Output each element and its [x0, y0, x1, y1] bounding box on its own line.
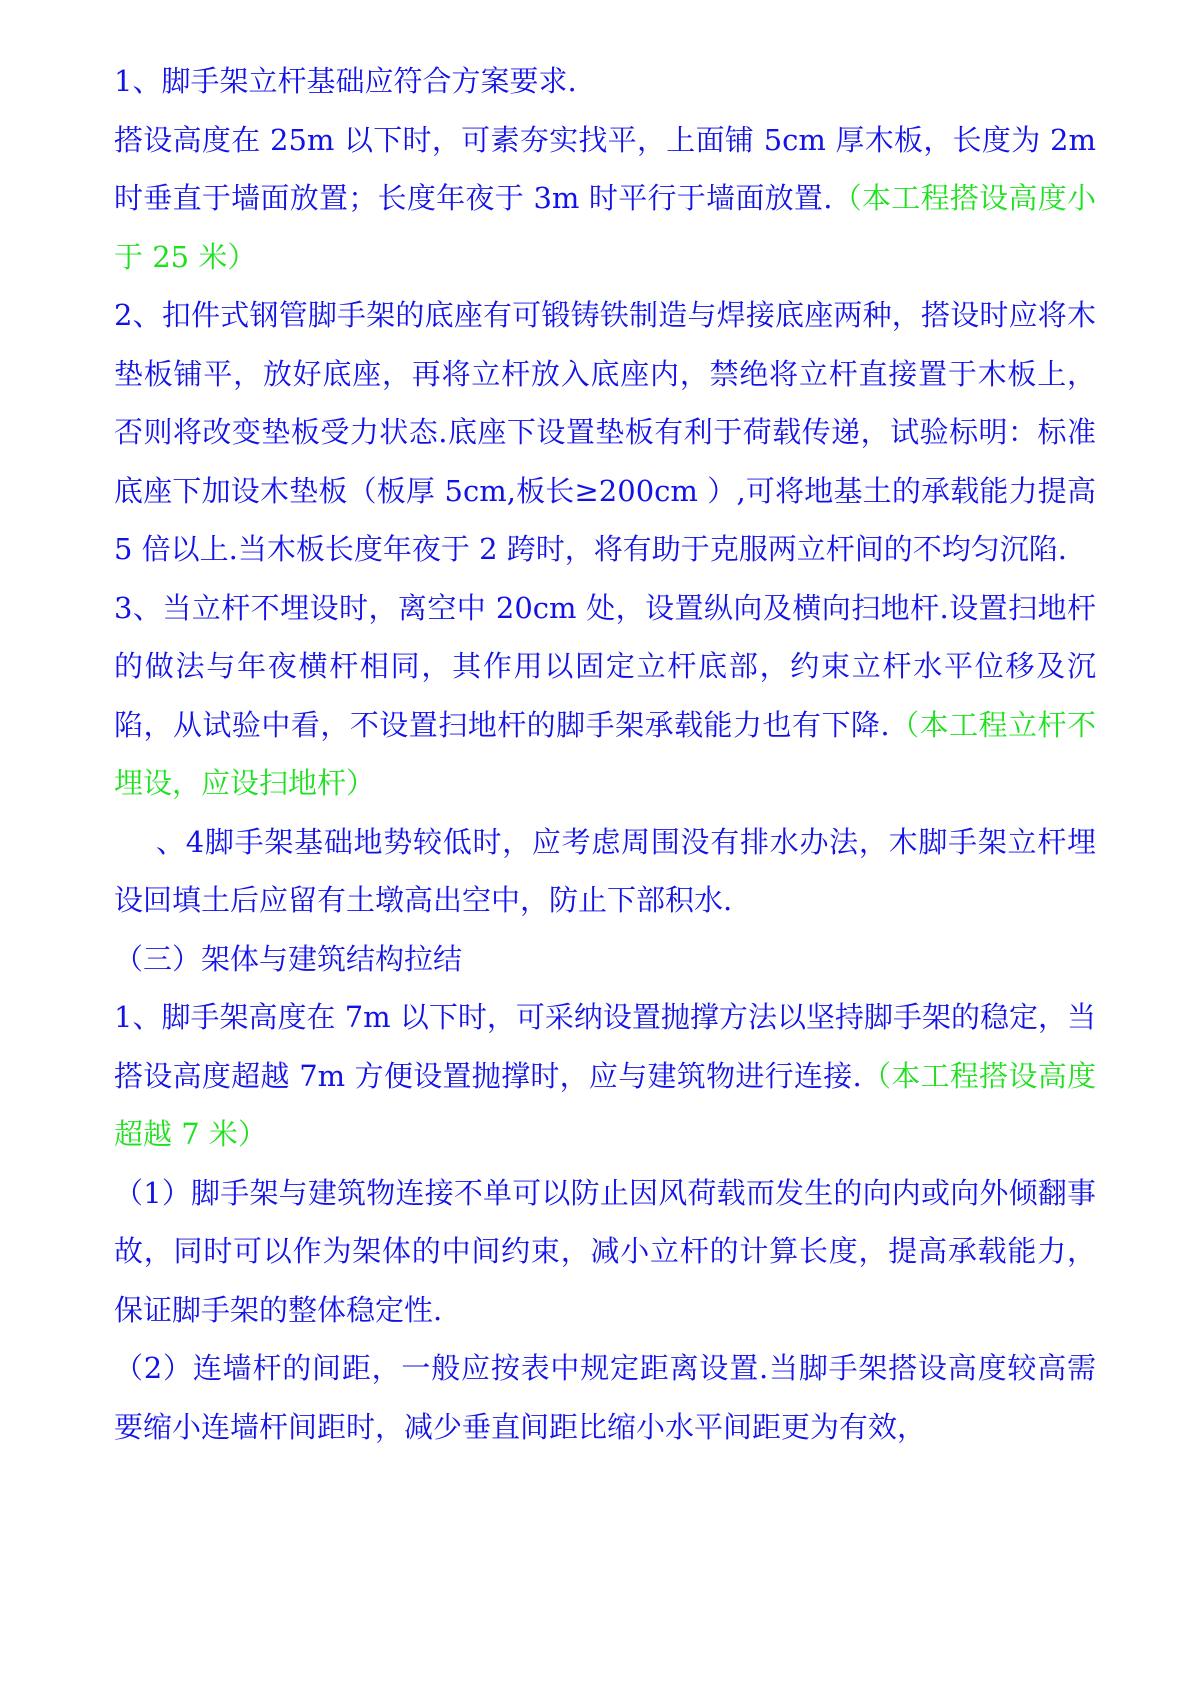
- paragraph-text: 1、脚手架高度在 7m 以下时，可采纳设置抛撑方法以坚持脚手架的稳定，当搭设高度超越 7m 方便设置抛撑时，应与建筑物进行连接.: [114, 1000, 1096, 1093]
- paragraph-3-sweep-rod: [114, 579, 1096, 813]
- project-note: （本工程立杆不埋设，应设扫地杆）: [114, 707, 1096, 800]
- paragraph-1-height-7m: [114, 988, 1096, 1164]
- project-note: （本工程搭设高度小于 25 米）: [114, 181, 1096, 274]
- paragraph-text: 搭设高度在 25m 以下时，可素夯实找平，上面铺 5cm 厚木板，长度为 2m 时垂直于墙面放置；长度年夜于 3m 时平行于墙面放置.: [114, 122, 1096, 215]
- paragraph-text: 3、当立杆不埋设时，离空中 20cm 处，设置纵向及横向扫地杆.设置扫地杆的做法与年夜横杆相同，其作用以固定立杆底部，约束立杆水平位移及沉陷，从试验中看，不设置扫地杆的脚手架承载能力也有下降.: [114, 590, 1096, 742]
- section-heading-text: （三）架体与建筑结构拉结: [114, 941, 463, 976]
- paragraph-base-height: [114, 111, 1096, 287]
- paragraph-1-item-1: [114, 52, 1096, 111]
- section-heading-tie: [114, 930, 1096, 989]
- paragraph-sub-1-connection: [114, 1164, 1096, 1340]
- paragraph-text: （1）脚手架与建筑物连接不单可以防止因风荷载而发生的向内或向外倾翻事故，同时可以作为架体的中间约束，减小立杆的计算长度，提高承载能力，保证脚手架的整体稳定性.: [114, 1175, 1096, 1327]
- paragraph-sub-2-spacing: [114, 1339, 1096, 1456]
- paragraph-text: （2）连墙杆的间距，一般应按表中规定距离设置.当脚手架搭设高度较高需要缩小连墙杆间距时，减少垂直间距比缩小水平间距更为有效，: [114, 1351, 1096, 1444]
- paragraph-text: 2、扣件式钢管脚手架的底座有可锻铸铁制造与焊接底座两种，搭设时应将木垫板铺平，放好底座，再将立杆放入底座内，禁绝将立杆直接置于木板上，否则将改变垫板受力状态.底座下设置垫板有利于荷载传递，试验标明：标准底座下加设木垫板（板厚 5cm,板长≥200cm ）,可将地基土的承载能力提高 5 倍以上.当木板长度年夜于 2 跨时，将有助于克服两立杆间的不均匀沉陷.: [114, 298, 1096, 566]
- paragraph-2-base-seat: [114, 286, 1096, 579]
- paragraph-text: 、4脚手架基础地势较低时，应考虑周围没有排水办法，木脚手架立杆埋设回填土后应留有土墩高出空中，防止下部积水.: [114, 824, 1096, 917]
- project-note: （本工程搭设高度超越 7 米）: [114, 1058, 1096, 1151]
- paragraph-text: 1、脚手架立杆基础应符合方案要求.: [114, 64, 577, 98]
- paragraph-4-drainage: [114, 813, 1096, 930]
